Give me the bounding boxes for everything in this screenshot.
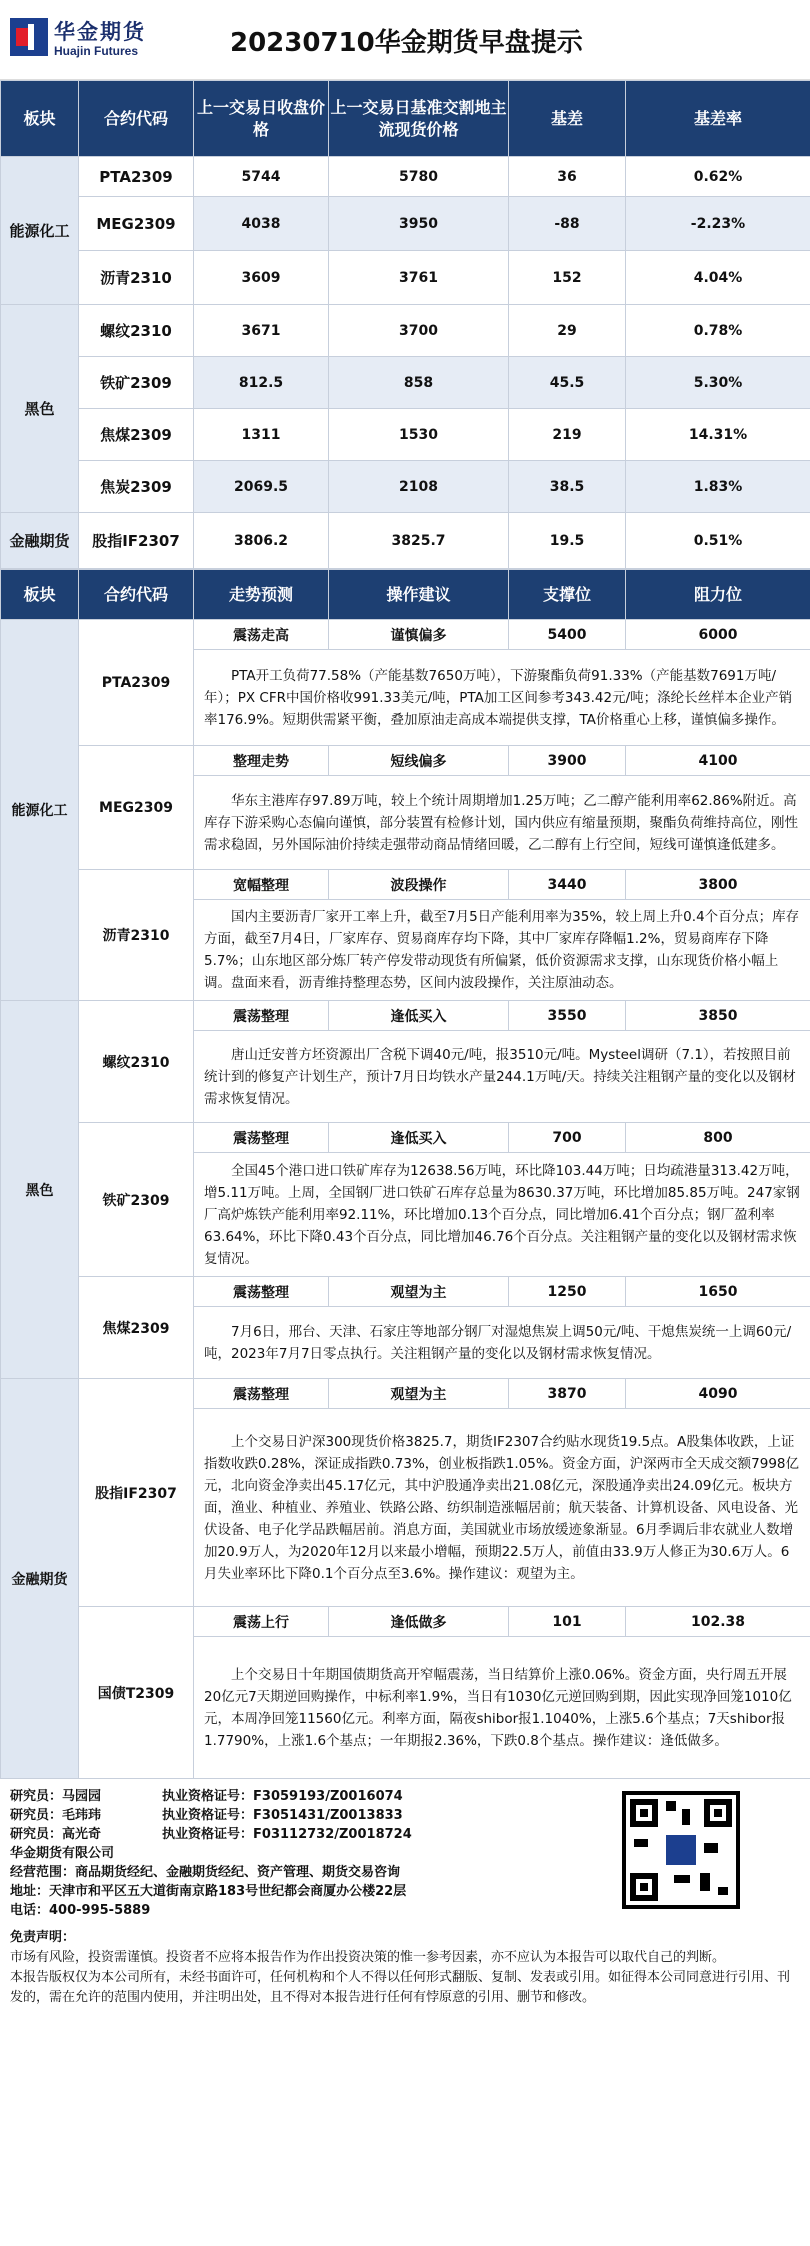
researcher-cert: 执业资格证号：F3051431/Z0013833 — [162, 1808, 403, 1823]
market-commentary: 上个交易日十年期国债期货高开窄幅震荡，当日结算价上涨0.06%。资金方面，央行周五开展20亿元7天期逆回购操作，中标利率1.9%，当日有1030亿元逆回购到期，因此实现净回笼1010亿元，本周净回笼11560亿元。利率方面，隔夜shibor报1.1040%，上涨5.6个基点；7天shibor报1.7790%，上涨1.6个基点；一年期报2.36%，下跌0.8个基点。操作建议：逢低做多。 — [194, 1637, 810, 1779]
basis-row — [1, 461, 810, 513]
cell-trend: 震荡整理 — [194, 1001, 329, 1031]
t1-header-spot: 上一交易日基准交割地主流现货价格 — [329, 81, 509, 157]
cell-trend: 震荡整理 — [194, 1123, 329, 1153]
market-commentary: PTA开工负荷77.58%（产能基数7650万吨），下游聚酯负荷91.33%（产能基数7691万吨/年）；PX CFR中国价格收991.33美元/吨，PTA加工区间参考343.42元/吨；涤纶长丝样本企业产销率176.9%。短期供需紧平衡，叠加原油走高成本端提供支撑，TA价格重心上移，谨慎偏多操作。 — [194, 650, 810, 746]
cell-spot: 3761 — [329, 251, 509, 305]
address: 地址：天津市和平区五大道街南京路183号世纪都会商厦办公楼22层 — [10, 1884, 407, 1899]
strategy-row — [1, 620, 810, 650]
company-logo — [10, 16, 170, 64]
phone: 电话：400-995-5889 — [10, 1903, 151, 1918]
qr-logo-icon — [666, 1835, 696, 1865]
contract-code: PTA2309 — [79, 157, 194, 197]
logo-mark-icon — [10, 18, 48, 56]
cell-spot: 1530 — [329, 409, 509, 461]
cell-basis: 38.5 — [509, 461, 626, 513]
strategy-row — [1, 870, 810, 900]
strategy-row — [1, 1607, 810, 1637]
cell-resist: 800 — [626, 1123, 810, 1153]
cell-trend: 整理走势 — [194, 746, 329, 776]
researcher-name: 马园园 — [62, 1789, 102, 1804]
cell-support: 5400 — [509, 620, 626, 650]
contract-code: 螺纹2310 — [79, 305, 194, 357]
contract-code: MEG2309 — [79, 197, 194, 251]
strategy-row — [1, 746, 810, 776]
cell-basis: -88 — [509, 197, 626, 251]
cell-resist: 3850 — [626, 1001, 810, 1031]
cell-spot: 3950 — [329, 197, 509, 251]
t2-header-advice: 操作建议 — [329, 570, 509, 620]
cell-advice: 逢低做多 — [329, 1607, 509, 1637]
t1-header-close: 上一交易日收盘价格 — [194, 81, 329, 157]
cell-trend: 震荡整理 — [194, 1379, 329, 1409]
cell-resist: 4100 — [626, 746, 810, 776]
cell-advice: 短线偏多 — [329, 746, 509, 776]
disclaimer-line: 市场有风险，投资需谨慎。投资者不应将本报告作为作出投资决策的惟一参考因素，亦不应认为本报告可以取代自己的判断。 — [10, 1950, 726, 1965]
cell-resist: 3800 — [626, 870, 810, 900]
strategy-row — [1, 1001, 810, 1031]
contract-code: PTA2309 — [79, 620, 194, 746]
basis-row — [1, 305, 810, 357]
contract-code: MEG2309 — [79, 746, 194, 870]
cell-advice: 谨慎偏多 — [329, 620, 509, 650]
strategy-table — [0, 569, 810, 1779]
contract-code: 螺纹2310 — [79, 1001, 194, 1123]
contract-code: 股指IF2307 — [79, 513, 194, 569]
cell-advice: 观望为主 — [329, 1277, 509, 1307]
market-commentary: 7月6日，邢台、天津、石家庄等地部分钢厂对湿熄焦炭上调50元/吨、干熄焦炭统一上调60元/吨，2023年7月7日零点执行。关注粗钢产量的变化以及钢材需求恢复情况。 — [194, 1307, 810, 1379]
sector-name: 黑色 — [1, 305, 79, 513]
cell-trend: 宽幅整理 — [194, 870, 329, 900]
cell-spot: 858 — [329, 357, 509, 409]
cell-advice: 逢低买入 — [329, 1001, 509, 1031]
market-commentary: 国内主要沥青厂家开工率上升，截至7月5日产能利用率为35%，较上周上升0.4个百分点；库存方面，截至7月4日，厂家库存、贸易商库存均下降，其中厂家库存降幅1.2%，贸易商库存下降5.7%；山东地区部分炼厂转产停发带动现货有所偏紧，低价资源需求支撑，山东现货价格小幅上调。盘面来看，沥青维持整理态势，区间内波段操作，关注原油动态。 — [194, 900, 810, 1001]
market-commentary: 上个交易日沪深300现货价格3825.7，期货IF2307合约贴水现货19.5点。A股集体收跌，上证指数收跌0.28%，深证成指跌0.73%，创业板指跌1.05%。资金方面，沪深两市全天成交额7998亿元，北向资金净卖出45.17亿元，其中沪股通净卖出21.08亿元，深股通净卖出24.09亿元。板块方面，渔业、种植业、养殖业、铁路公路、纺织制造涨幅居前；航天装备、计算机设备、风电设备、光伏设备、电子化学品跌幅居前。消息方面，美国就业市场放缓迹象渐显。6月季调后非农就业人数增加20.9万人，为2020年12月以来最小增幅，预期22.5万人，前值由33.9万人修正为30.6万人。6月失业率环比下降0.1个百分点至3.6%。操作建议：观望为主。 — [194, 1409, 810, 1607]
cell-support: 700 — [509, 1123, 626, 1153]
cell-support: 3870 — [509, 1379, 626, 1409]
sector-name: 能源化工 — [1, 620, 79, 1001]
contract-code: 铁矿2309 — [79, 1123, 194, 1277]
cell-basis: 45.5 — [509, 357, 626, 409]
contract-code: 焦煤2309 — [79, 409, 194, 461]
company-name: 华金期货有限公司 — [10, 1846, 115, 1861]
disclaimer — [10, 1928, 800, 2008]
cell-advice: 波段操作 — [329, 870, 509, 900]
cell-resist: 102.38 — [626, 1607, 810, 1637]
cell-basis: 36 — [509, 157, 626, 197]
t2-header-sector: 板块 — [1, 570, 79, 620]
cell-spot: 2108 — [329, 461, 509, 513]
researcher-cert: 执业资格证号：F03112732/Z0018724 — [162, 1827, 412, 1842]
cell-support: 101 — [509, 1607, 626, 1637]
market-commentary: 华东主港库存97.89万吨，较上个统计周期增加1.25万吨；乙二醇产能利用率62.86%附近。高库存下游采购心态偏向谨慎，部分装置有检修计划，国内供应有缩量预期，聚酯负荷维持高位，刚性需求稳固，另外国际油价持续走强带动商品情绪回暖，乙二醇有上行空间，短线可谨慎逢低建多。 — [194, 776, 810, 870]
cell-close: 3806.2 — [194, 513, 329, 569]
market-commentary: 唐山迁安普方坯资源出厂含税下调40元/吨，报3510元/吨。Mysteel调研（7.1），若按照目前统计到的修复产计划生产，预计7月日均铁水产量244.1万吨/天。持续关注粗钢产量的变化以及钢材需求恢复情况。 — [194, 1031, 810, 1123]
basis-row — [1, 157, 810, 197]
cell-close: 3671 — [194, 305, 329, 357]
contract-code: 沥青2310 — [79, 870, 194, 1001]
footer — [0, 1779, 810, 2016]
cell-spot: 5780 — [329, 157, 509, 197]
cell-spot: 3700 — [329, 305, 509, 357]
t1-header-basis: 基差 — [509, 81, 626, 157]
sector-name: 金融期货 — [1, 513, 79, 569]
logo-cn: 华金期货 — [54, 20, 146, 44]
t1-header-rate: 基差率 — [626, 81, 810, 157]
sector-name: 金融期货 — [1, 1379, 79, 1779]
t2-header-support: 支撑位 — [509, 570, 626, 620]
cell-advice: 逢低买入 — [329, 1123, 509, 1153]
basis-row — [1, 409, 810, 461]
cell-close: 4038 — [194, 197, 329, 251]
cell-support: 1250 — [509, 1277, 626, 1307]
basis-row — [1, 197, 810, 251]
t1-header-sector: 板块 — [1, 81, 79, 157]
cell-close: 1311 — [194, 409, 329, 461]
cell-basis: 29 — [509, 305, 626, 357]
cell-trend: 震荡上行 — [194, 1607, 329, 1637]
cell-rate: 0.51% — [626, 513, 810, 569]
cell-advice: 观望为主 — [329, 1379, 509, 1409]
researcher-label: 研究员： — [10, 1789, 63, 1804]
cell-trend: 震荡走高 — [194, 620, 329, 650]
cell-rate: 1.83% — [626, 461, 810, 513]
basis-row — [1, 357, 810, 409]
t2-header-code: 合约代码 — [79, 570, 194, 620]
cell-rate: 0.78% — [626, 305, 810, 357]
basis-table — [0, 80, 810, 569]
cell-rate: 4.04% — [626, 251, 810, 305]
cell-resist: 4090 — [626, 1379, 810, 1409]
researcher-name: 高光奇 — [62, 1827, 102, 1842]
strategy-row — [1, 1123, 810, 1153]
cell-resist: 6000 — [626, 620, 810, 650]
market-commentary: 全国45个港口进口铁矿库存为12638.56万吨，环比降103.44万吨；日均疏港量313.42万吨，增5.11万吨。上周，全国钢厂进口铁矿石库存总量为8630.37万吨，环比增加85.85万吨。247家钢厂高炉炼铁产能利用率92.11%，环比增加0.13个百分点，同比增加6.41个百分点；钢厂盈利率63.64%，环比下降0.43个百分点，同比增加46.76个百分点。关注粗钢产量的变化以及钢材需求恢复情况。 — [194, 1153, 810, 1277]
strategy-row — [1, 1379, 810, 1409]
contract-code: 焦煤2309 — [79, 1277, 194, 1379]
sector-name: 能源化工 — [1, 157, 79, 305]
basis-row — [1, 513, 810, 569]
t2-header-resist: 阻力位 — [626, 570, 810, 620]
contract-code: 国债T2309 — [79, 1607, 194, 1779]
report-header — [0, 0, 810, 80]
researcher-name: 毛玮玮 — [62, 1808, 102, 1823]
contract-code: 铁矿2309 — [79, 357, 194, 409]
cell-basis: 19.5 — [509, 513, 626, 569]
cell-close: 2069.5 — [194, 461, 329, 513]
cell-rate: 5.30% — [626, 357, 810, 409]
t2-header-trend: 走势预测 — [194, 570, 329, 620]
qr-code-icon — [622, 1791, 740, 1909]
disclaimer-line: 本报告版权仅为本公司所有，未经书面许可，任何机构和个人不得以任何形式翻版、复制、发表或引用。如征得本公司同意进行引用、刊发的，需在允许的范围内使用，并注明出处，且不得对本报告进行任何有悖原意的引用、删节和修改。 — [10, 1970, 791, 2005]
cell-support: 3900 — [509, 746, 626, 776]
cell-support: 3550 — [509, 1001, 626, 1031]
business-scope: 经营范围：商品期货经纪、金融期货经纪、资产管理、期货交易咨询 — [10, 1865, 401, 1880]
cell-basis: 219 — [509, 409, 626, 461]
contract-code: 股指IF2307 — [79, 1379, 194, 1607]
sector-name: 黑色 — [1, 1001, 79, 1379]
t1-header-code: 合约代码 — [79, 81, 194, 157]
contract-code: 沥青2310 — [79, 251, 194, 305]
cell-close: 812.5 — [194, 357, 329, 409]
page-title: 20230710华金期货早盘提示 — [230, 28, 583, 58]
cell-close: 5744 — [194, 157, 329, 197]
cell-close: 3609 — [194, 251, 329, 305]
logo-en: Huajin Futures — [54, 44, 139, 58]
cell-basis: 152 — [509, 251, 626, 305]
cell-rate: -2.23% — [626, 197, 810, 251]
researcher-label: 研究员： — [10, 1808, 63, 1823]
disclaimer-title: 免责声明： — [10, 1930, 76, 1945]
cell-resist: 1650 — [626, 1277, 810, 1307]
strategy-row — [1, 1277, 810, 1307]
cell-trend: 震荡整理 — [194, 1277, 329, 1307]
cell-rate: 14.31% — [626, 409, 810, 461]
cell-spot: 3825.7 — [329, 513, 509, 569]
cell-support: 3440 — [509, 870, 626, 900]
basis-row — [1, 251, 810, 305]
cell-rate: 0.62% — [626, 157, 810, 197]
contract-code: 焦炭2309 — [79, 461, 194, 513]
researcher-cert: 执业资格证号：F3059193/Z0016074 — [162, 1789, 403, 1804]
researcher-label: 研究员： — [10, 1827, 63, 1842]
